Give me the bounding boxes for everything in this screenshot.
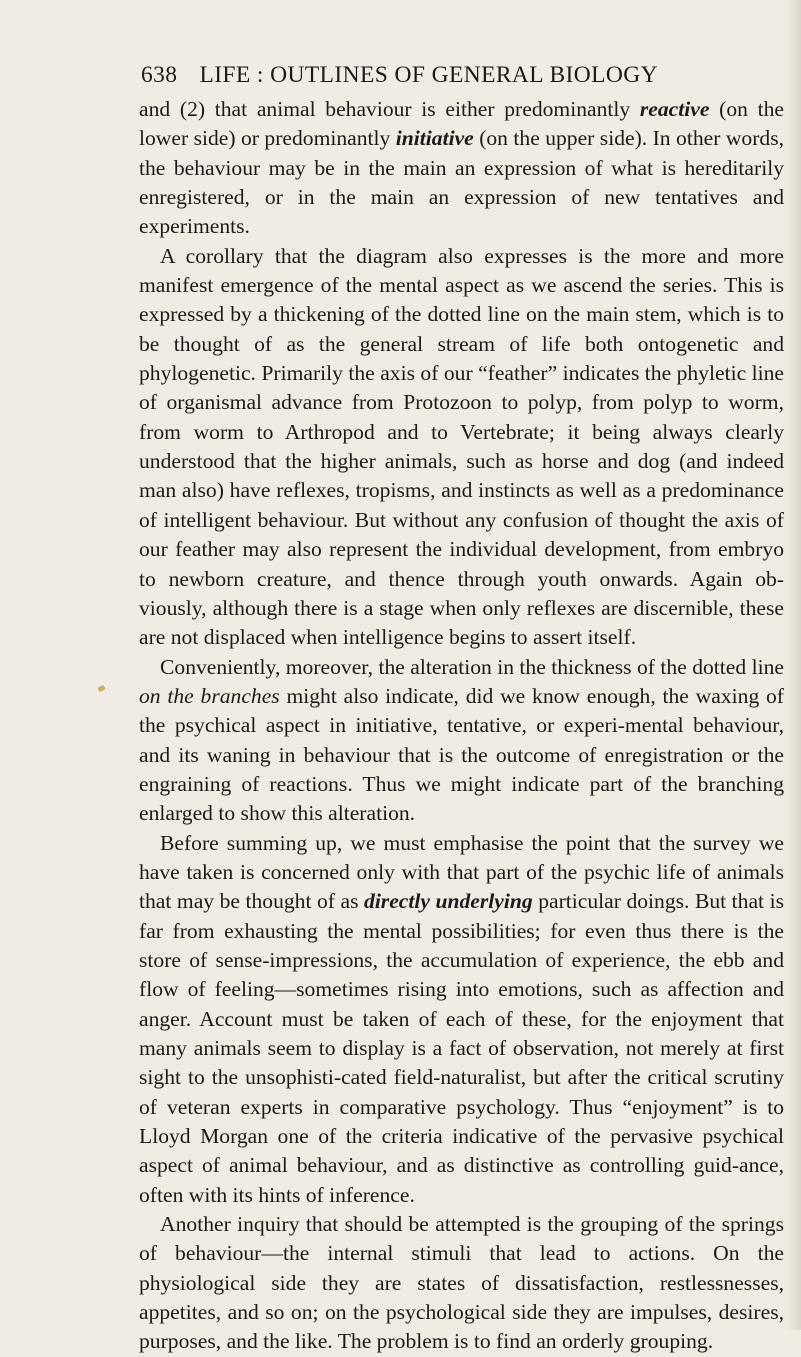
emphasis-text: on the branches — [139, 683, 280, 708]
paragraph — [139, 95, 784, 242]
paragraph — [139, 242, 784, 653]
page-number: 638 — [141, 62, 178, 88]
text-run: Another inquiry that should be attempted is the grouping of the springs of behaviour—the internal stimuli that lead to actions. On the physiological side they are states of dissatisfaction, restlessnesses, appetites, and so on; on the psychological side they are impulses, desires, purposes, and the like. The problem is to find an orderly grouping. — [139, 1212, 784, 1354]
paragraph — [139, 829, 784, 1210]
emphasis-text: initiative — [395, 126, 474, 151]
paragraph — [139, 1210, 784, 1357]
text-run: Before summing up, we must emphasise the point that the survey we have taken is concerned only with that part of the psychic life of animals that may be thought of as — [139, 830, 784, 914]
running-header — [141, 62, 701, 92]
running-title: LIFE : OUTLINES OF GENERAL BIOLOGY — [199, 62, 658, 88]
text-run: (on the upper side). In other words, the behaviour may be in the main an expression of what is hereditarily enregistered, or in the main an expression of new tentatives and experiments. — [139, 126, 784, 239]
text-run: A corollary that the diagram also expresses is the more and more manifest emergence of the mental aspect as we ascend the series. This is expressed by a thickening of the dotted line on the main stem, which is to be thought of as the general stream of life both ontogenetic and phylogenetic. Primarily the axis of our “feather” indicates the phyletic line of organismal advance from Protozoon to polyp, from polyp to worm, from worm to Arthropod and to Vertebrate; it being always clearly understood that the higher animals, such as horse and dog (and indeed man also) have reflexes, tropisms, and instincts as well as a predominance of intelligent behaviour. But without any confusion of thought the axis of our feather may also represent the individual development, from embryo to newborn creature, and thence through youth onwards. Again ob-viously, although there is a stage when only reflexes are discernible, these are not displaced when intelligence begins to assert itself. — [139, 243, 784, 650]
text-run: particular doings. But that is far from exhausting the mental possibilities; for even thus there is the store of sense-impressions, the accumulation of experience, the ebb and flow of feeling—sometimes rising into emotions, such as affection and anger. Account must be taken of each of these, for the enjoyment that many animals seem to display is a fact of observation, not merely at first sight to the unsophisti-cated field-naturalist, but after the critical scrutiny of veteran experts in comparative psychology. Thus “enjoyment” is to Lloyd Morgan one of the criteria indicative of the pervasive psychical aspect of animal behaviour, and as distinctive as controlling guid-ance, often with its hints of inference. — [139, 889, 784, 1207]
text-run: Conveniently, moreover, the alteration in the thickness of the dotted line — [160, 654, 784, 679]
page-edge-shadow — [787, 0, 801, 1330]
text-run: might also indicate, did we know enough, the waxing of the psychical aspect in initiative, tentative, or experi-mental behaviour, and its waning in behaviour that is the outcome of enregistration or the engraining of reactions. Thus we might indicate part of the branching enlarged to show this alteration. — [139, 683, 784, 826]
stray-ink-mark — [97, 685, 106, 693]
text-run: and (2) that animal behaviour is either predominantly — [139, 97, 640, 121]
emphasis-text: reactive — [639, 97, 710, 121]
emphasis-text: directly underlying — [364, 889, 533, 914]
text-run: (on the lower side) or predominantly — [139, 97, 784, 151]
paragraph — [139, 653, 784, 829]
body-text — [139, 95, 784, 1357]
